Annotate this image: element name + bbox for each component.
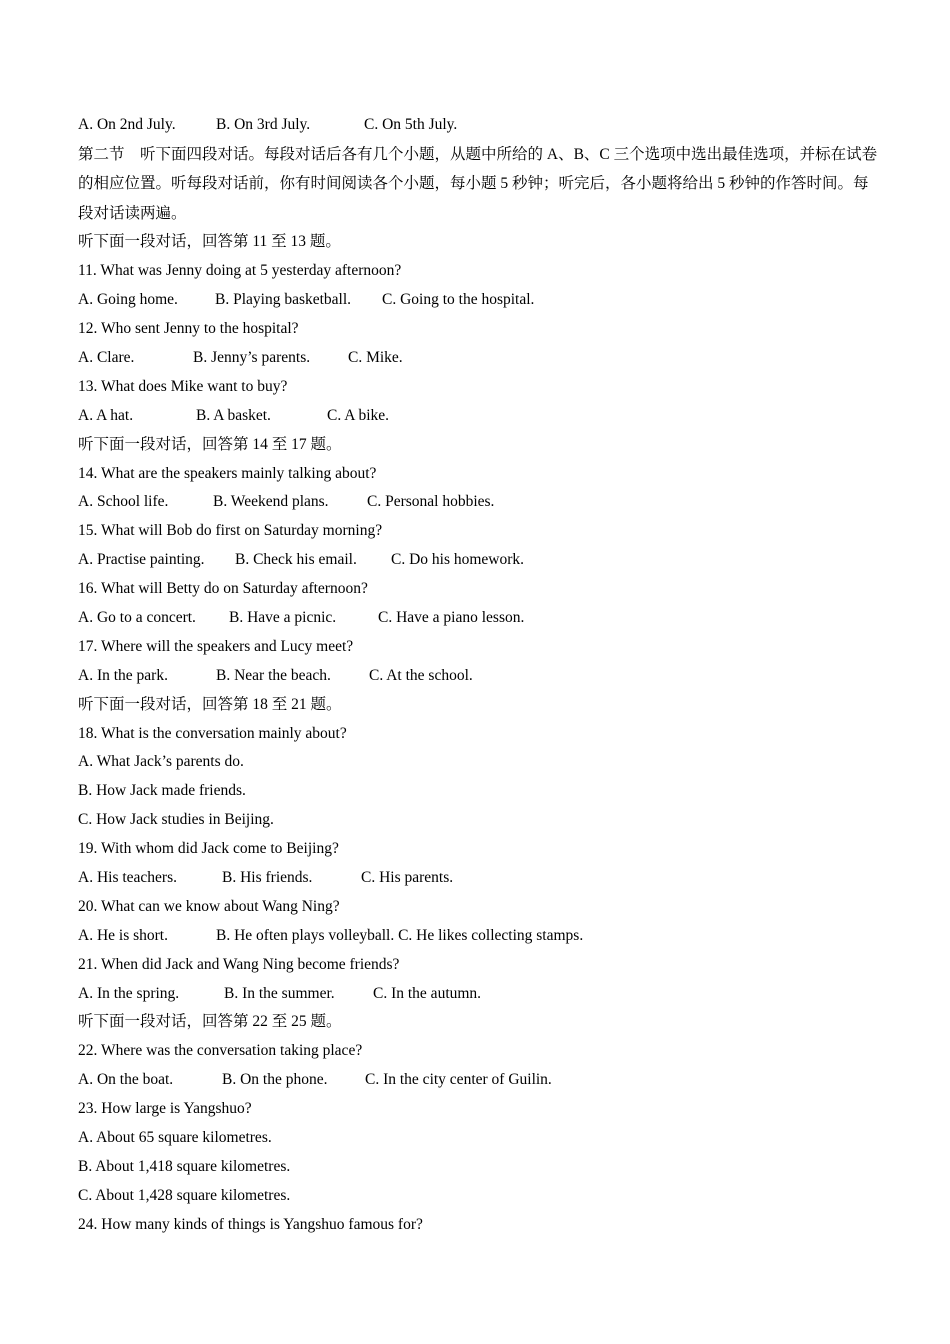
question-text: 15. What will Bob do first on Saturday morning? [78,522,383,540]
answer-option: B. On 3rd July. [216,116,311,133]
question-text: 18. What is the conversation mainly about? [78,724,347,742]
answer-options [78,286,878,315]
answer-option: C. On 5th July. [364,116,458,133]
exam-page [78,111,878,1240]
question-text: 11. What was Jenny doing at 5 yesterday afternoon? [78,262,402,280]
answer-option: A. Clare. [78,348,135,366]
answer-option: B. A basket. [196,406,271,424]
answer-option: A. In the spring. [78,984,180,1002]
answer-options [78,662,878,691]
section-heading: 听下面一段对话，回答第 22 至 25 题。 [78,1013,342,1031]
question-text: 23. How large is Yangshuo? [78,1100,252,1118]
answer-option: C. At the school. [369,666,473,684]
answer-option: C. Mike. [348,348,403,366]
section-heading: 听下面一段对话，回答第 11 至 13 题。 [78,233,341,251]
answer-option: B. On the phone. [222,1071,328,1089]
answer-option: B. Check his email. [235,551,357,569]
answer-option: A. On the boat. [78,1071,174,1089]
answer-options [78,344,878,373]
answer-option: C. A bike. [327,406,390,424]
answer-option: A. What Jack’s parents do. [78,753,244,771]
answer-option: C. About 1,428 square kilometres. [78,1186,291,1204]
answer-options [78,980,878,1009]
answer-option: B. About 1,418 square kilometres. [78,1157,291,1175]
answer-option: A. On 2nd July. [78,116,176,133]
answer-options [78,488,878,517]
question-text: 16. What will Betty do on Saturday afternoon? [78,580,368,598]
answer-option: C. Do his homework. [391,551,525,569]
answer-option: A. Practise painting. [78,551,205,569]
question-text: 14. What are the speakers mainly talking about? [78,464,377,482]
answer-option: A. School life. [78,493,169,511]
question-text: 17. Where will the speakers and Lucy meet? [78,637,354,655]
answer-option: C. How Jack studies in Beijing. [78,811,274,829]
answer-option: C. His parents. [361,868,454,886]
answer-options [78,402,878,431]
answer-options [78,922,878,951]
question-text: 20. What can we know about Wang Ning? [78,897,340,915]
answer-option: B. In the summer. [224,984,335,1002]
answer-option: B. Near the beach. [216,666,331,684]
section-heading: 听下面一段对话，回答第 18 至 21 题。 [78,695,342,713]
answer-options [78,546,878,575]
answer-option: B. Jenny’s parents. [193,348,311,366]
answer-option: A. His teachers. [78,868,177,886]
answer-options [78,864,878,893]
answer-option: C. Personal hobbies. [367,493,495,511]
answer-option: C. In the autumn. [373,984,482,1002]
question-text: 24. How many kinds of things is Yangshuo famous for? [78,1215,423,1233]
answer-option: A. In the park. [78,666,168,684]
answer-option: B. He often plays volleyball. C. He likes collecting stamps. [216,926,584,944]
section-heading: 听下面一段对话，回答第 14 至 17 题。 [78,435,342,453]
question-text: 22. Where was the conversation taking place? [78,1042,363,1060]
question-text: 13. What does Mike want to buy? [78,377,288,395]
section-instructions: 第二节 听下面四段对话。每段对话后各有几个小题，从题中所给的 A、B、C 三个选项中选出最佳选项，并标在试卷的相应位置。听每段对话前，你有时间阅读各个小题，每小题 5 秒钟；听完后，各小题将给出 5 秒钟的作答时间。每段对话读两遍。 [78,145,878,222]
answer-option: A. About 65 square kilometres. [78,1129,272,1146]
answer-option: B. Have a picnic. [229,608,337,626]
answer-option: C. Have a piano lesson. [378,608,525,626]
answer-option: A. Going home. [78,291,178,309]
answer-options [78,604,878,633]
answer-option: A. Go to a concert. [78,608,196,626]
answer-option: C. Going to the hospital. [382,291,535,309]
question-text: 21. When did Jack and Wang Ning become friends? [78,955,400,973]
answer-option: C. In the city center of Guilin. [365,1071,552,1089]
question-text: 19. With whom did Jack come to Beijing? [78,840,339,858]
answer-options [78,1066,878,1095]
answer-options [78,111,878,140]
answer-option: B. How Jack made friends. [78,782,246,800]
answer-option: A. He is short. [78,926,168,944]
answer-option: B. Playing basketball. [215,291,352,309]
answer-option: A. A hat. [78,406,134,424]
question-text: 12. Who sent Jenny to the hospital? [78,320,299,338]
answer-option: B. Weekend plans. [213,493,329,511]
answer-option: B. His friends. [222,868,313,886]
